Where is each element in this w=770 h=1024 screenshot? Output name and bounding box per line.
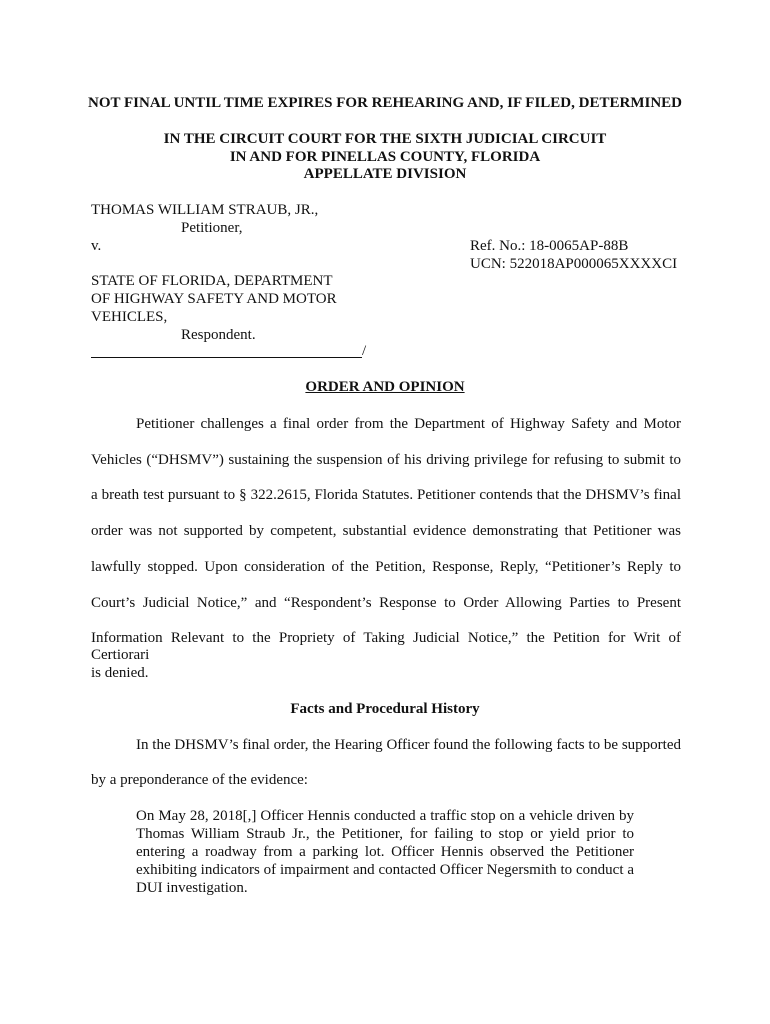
respondent-line-1: STATE OF FLORIDA, DEPARTMENT [91, 273, 333, 289]
court-line-2: IN AND FOR PINELLAS COUNTY, FLORIDA [229, 149, 541, 165]
caption-rule-end: / [362, 343, 367, 359]
intro-line-2: Vehicles (“DHSMV”) sustaining the suspension of his driving privilege for refusing to submit to [91, 452, 681, 468]
intro-line-1: Petitioner challenges a final order from the Department of Highway Safety and Motor [136, 416, 681, 432]
versus: v. [91, 238, 102, 254]
intro-line-3: a breath test pursuant to § 322.2615, Florida Statutes. Petitioner contends that the DHSMV’s final [91, 487, 681, 503]
intro-line-5: lawfully stopped. Upon consideration of the Petition, Response, Reply, “Petitioner’s Reply to [91, 559, 681, 575]
order-title: ORDER AND OPINION [305, 379, 465, 395]
facts-line-1: In the DHSMV’s final order, the Hearing Officer found the following facts to be supported [136, 737, 681, 753]
intro-line-4: order was not supported by competent, substantial evidence demonstrating that Petitioner was [91, 523, 681, 539]
reference-number: Ref. No.: 18-0065AP-88B [470, 238, 629, 254]
respondent-role: Respondent. [181, 327, 256, 343]
intro-line-7: Information Relevant to the Propriety of Taking Judicial Notice,” the Petition for Writ of Certiorari [91, 630, 681, 663]
not-final-notice: NOT FINAL UNTIL TIME EXPIRES FOR REHEARING AND, IF FILED, DETERMINED [88, 95, 682, 111]
ucn-number: UCN: 522018AP000065XXXXCI [470, 256, 678, 272]
caption-rule [91, 357, 362, 358]
quote-line-5: DUI investigation. [136, 880, 248, 896]
quote-line-2: Thomas William Straub Jr., the Petitioner, for failing to stop or yield prior to [136, 826, 634, 842]
petitioner-role: Petitioner, [181, 220, 243, 236]
intro-line-6: Court’s Judicial Notice,” and “Respondent’s Response to Order Allowing Parties to Present [91, 595, 681, 611]
quote-line-3: entering a roadway from a parking lot. Officer Hennis observed the Petitioner [136, 844, 634, 860]
quote-line-4: exhibiting indicators of impairment and contacted Officer Negersmith to conduct a [136, 862, 634, 878]
section-heading: Facts and Procedural History [290, 701, 480, 717]
petitioner-name: THOMAS WILLIAM STRAUB, JR., [91, 202, 319, 218]
respondent-line-2: OF HIGHWAY SAFETY AND MOTOR [91, 291, 337, 307]
quote-line-1: On May 28, 2018[,] Officer Hennis conducted a traffic stop on a vehicle driven by [136, 808, 634, 824]
court-line-1: IN THE CIRCUIT COURT FOR THE SIXTH JUDICIAL CIRCUIT [163, 131, 607, 147]
respondent-line-3: VEHICLES, [91, 309, 168, 325]
court-line-3: APPELLATE DIVISION [303, 166, 467, 182]
facts-line-2: by a preponderance of the evidence: [91, 772, 308, 788]
intro-line-8: is denied. [91, 665, 149, 681]
